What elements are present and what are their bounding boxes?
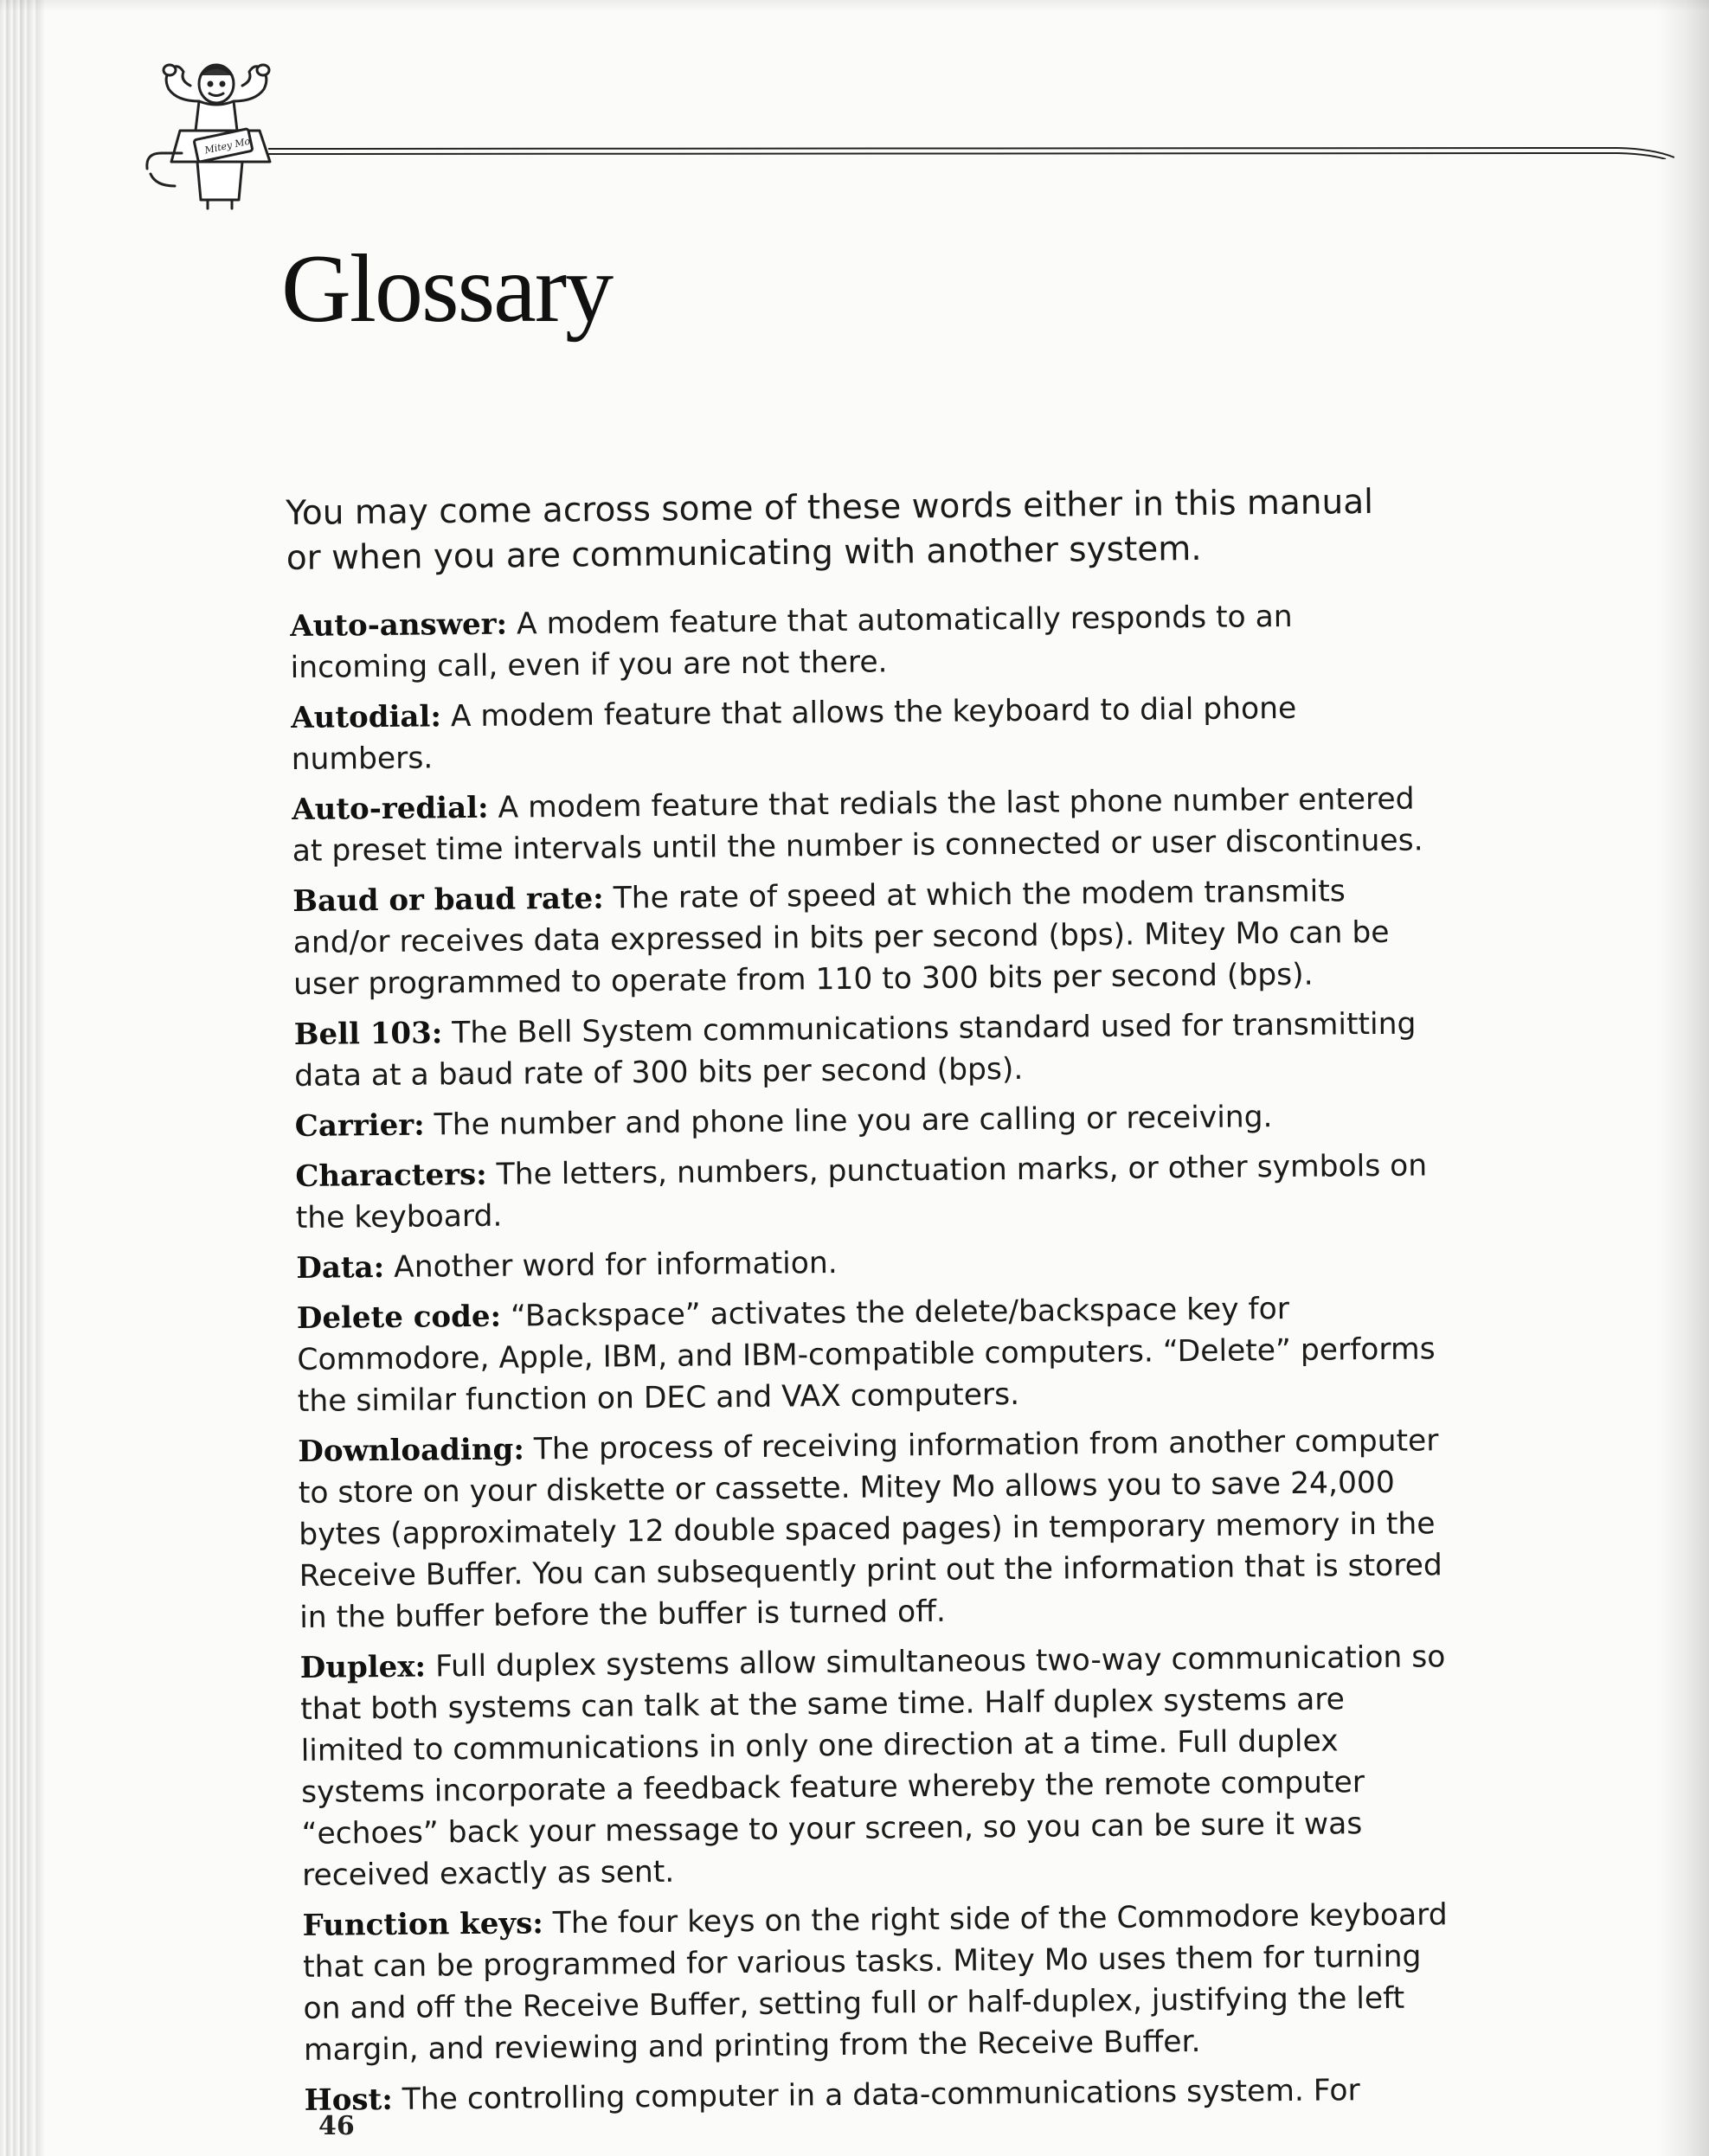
glossary-term: Data: [296, 1249, 385, 1286]
page-curl-shadow [1657, 0, 1709, 2156]
glossary-term: Auto-redial: [292, 790, 489, 827]
glossary-entry [295, 1145, 1442, 1239]
glossary-definition: The number and phone line you are calling or receiving. [434, 1100, 1273, 1143]
glossary-term: Downloading: [298, 1432, 525, 1469]
mitey-mo-mascot-icon [130, 48, 294, 212]
glossary-definition: The controlling computer in a data-communications system. For [402, 2073, 1360, 2117]
glossary-entry [294, 1003, 1442, 1097]
glossary-definition: The Bell System communications standard used for transmitting data at a baud rate of 300 bits per second (bps). [294, 1006, 1417, 1094]
glossary-entry [291, 686, 1438, 780]
glossary-term: Auto-answer: [290, 606, 508, 644]
glossary-term: Delete code: [296, 1299, 502, 1336]
glossary-definition: A modem feature that allows the keyboard to dial phone numbers. [291, 690, 1297, 777]
glossary-entry [292, 869, 1440, 1005]
glossary-term: Function keys: [302, 1906, 544, 1943]
glossary-term: Characters: [295, 1157, 487, 1194]
header-rule [268, 145, 1674, 159]
glossary-definition: The letters, numbers, punctuation marks, or other symbols on the keyboard. [295, 1148, 1428, 1235]
top-shadow [0, 0, 1709, 12]
glossary-term: Host: [304, 2082, 393, 2118]
page-title: Glossary [281, 235, 613, 343]
page-edges [0, 0, 61, 2156]
glossary-definition: A modem feature that automatically responds to an incoming call, even if you are not there. [290, 599, 1293, 685]
glossary-entry [292, 778, 1439, 872]
glossary-definition: The rate of speed at which the modem transmits and/or receives data expressed in bits per second (bps). Mitey Mo can be user programmed to operate from 110 to 300 bits per second (bps). [292, 874, 1390, 1002]
glossary-term: Bell 103: [293, 1016, 443, 1052]
glossary-definition: The four keys on the right side of the Commodore keyboard that can be programmed for various tasks. Mitey Mo uses them for turning on and off the Receive Buffer, setting full or half-duplex, justifying the left margin, and reviewing and printing from the Receive Buffer. [302, 1897, 1448, 2068]
glossary-definition: The process of receiving information from another computer to store on your diskette or cassette. Mitey Mo allows you to save 24,000 bytes (approximately 12 double spaced pages) in temporary memory in the Receive Buffer. You can subsequently print out the information that is stored in the buffer before the buffer is turned off. [298, 1423, 1442, 1635]
intro-paragraph: You may come across some of these words either in this manual or when you are communicating with another system. [286, 482, 1374, 578]
glossary-definition: Another word for information. [393, 1245, 838, 1285]
glossary-term: Carrier: [294, 1107, 425, 1144]
glossary-entry [297, 1287, 1444, 1422]
glossary-term: Duplex: [299, 1649, 427, 1685]
glossary-definition: “Backspace” activates the delete/backspace key for Commodore, Apple, IBM, and IBM-compatible computers. “Delete” performs the similar function on DEC and VAX computers. [297, 1291, 1436, 1419]
glossary-list [290, 594, 1451, 2130]
glossary-entry [298, 1420, 1446, 1639]
glossary-term: Autodial: [291, 699, 442, 735]
page-number: 46 [318, 2111, 355, 2141]
svg-text:Mitey Mo: Mitey Mo [203, 135, 252, 157]
glossary-entry [290, 594, 1437, 689]
glossary-entry [302, 1894, 1450, 2071]
glossary-entry [304, 2069, 1450, 2121]
glossary-entry [300, 1636, 1449, 1896]
glossary-entry [295, 1094, 1442, 1147]
glossary-definition: A modem feature that redials the last phone number entered at preset time intervals until the number is connected or user discontinues. [292, 781, 1423, 869]
glossary-term: Baud or baud rate: [292, 881, 604, 919]
glossary-definition: Full duplex systems allow simultaneous two-way communication so that both systems can talk at the same time. Half duplex systems are limited to communications in only one direction at a time. Full duplex systems incorporate a feedback feature whereby the remote computer “echoes” back your message to your screen, so you can be sure it was received exactly as sent. [300, 1639, 1446, 1893]
glossary-entry [296, 1236, 1442, 1289]
